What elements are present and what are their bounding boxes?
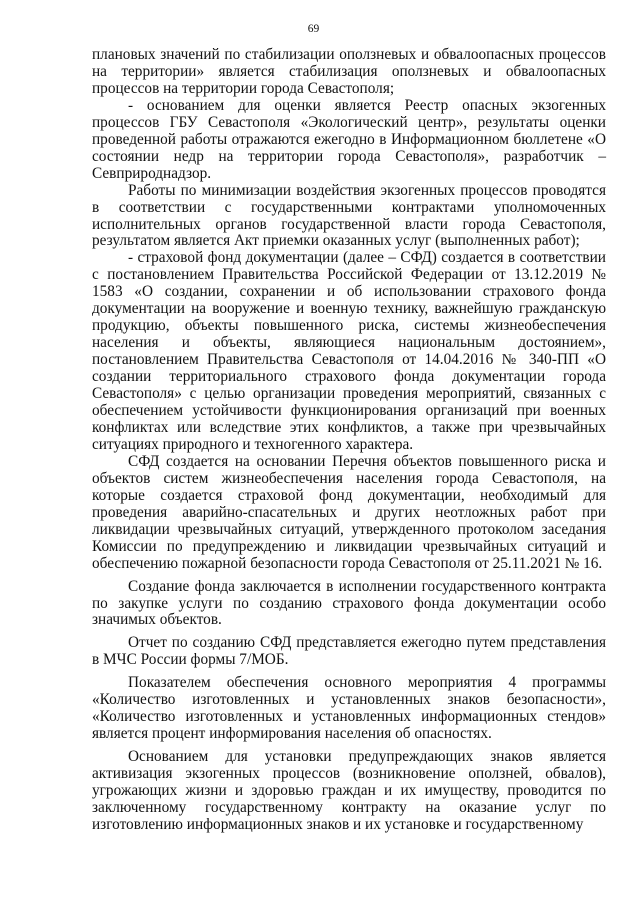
paragraph: СФД создается на основании Перечня объектов повышенного риска и объектов систем жизнеобеспечения населения города Севастополя, на которые создается страховой фонд документации, необходимый для проведения аварийно-спасательных и других неотложных работ при ликвидации чрезвычайных ситуаций, утвержденного протоколом заседания Комиссии по предупреждению и ликвидации чрезвычайных ситуаций и обеспечению пожарной безопасности города Севастополя от 25.11.2021 № 16. [92, 452, 606, 572]
document-body [92, 47, 606, 834]
paragraph: Показателем обеспечения основного мероприятия 4 программы «Количество изготовленных и установленных знаков безопасности», «Количество изготовленных и установленных информационных стендов» является процент информирования населения об опасностях. [92, 674, 606, 743]
paragraph: Работы по минимизации воздействия экзогенных процессов проводятся в соответствии с государственными контрактами уполномоченных исполнительных органов государственной власти города Севастополя, результатом является Акт приемки оказанных услуг (выполненных работ); [92, 181, 606, 250]
paragraph: Создание фонда заключается в исполнении государственного контракта по закупке услуги по созданию страхового фонда документации особо значимых объектов. [92, 577, 606, 629]
paragraph: Отчет по созданию СФД представляется ежегодно путем представления в МЧС России формы 7/МОБ. [92, 634, 606, 669]
paragraph: Основанием для установки предупреждающих знаков является активизация экзогенных процессов (возникновение оползней, обвалов), угрожающих жизни и здоровью граждан и их имуществу, проводится по заключенному государственному контракту на оказание услуг по изготовлению информационных знаков и их установке и государственному [92, 748, 606, 833]
page-number: 69 [307, 23, 320, 35]
paragraph: - основанием для оценки является Реестр опасных экзогенных процессов ГБУ Севастополя «Экологический центр», результаты оценки проведенной работы отражаются ежегодно в Информационном бюллетене «О состоянии недр на территории города Севастополя», разработчик – Севприроднадзор. [92, 96, 606, 182]
paragraph: - страховой фонд документации (далее – СФД) создается в соответствии с постановлением Правительства Российской Федерации от 13.12.2019 № 1583 «О создании, сохранении и об использовании страхового фонда документации на вооружение и военную технику, важнейшую гражданскую продукцию, объекты повышенного риска, системы жизнеобеспечения населения и объекты, являющиеся национальным достоянием», постановлением Правительства Севастополя от 14.04.2016 № 340-ПП «О создании территориального страхового фонда документации города Севастополя» с целью организации проведения мероприятий, связанных с обеспечением устойчивости функционирования организаций при военных конфликтах или вследствие этих конфликтов, а также при чрезвычайных ситуациях природного и техногенного характера. [92, 249, 606, 453]
paragraph: плановых значений по стабилизации оползневых и обвалоопасных процессов на территории» является стабилизация оползневых и обвалоопасных процессов на территории города Севастополя; [92, 46, 606, 97]
